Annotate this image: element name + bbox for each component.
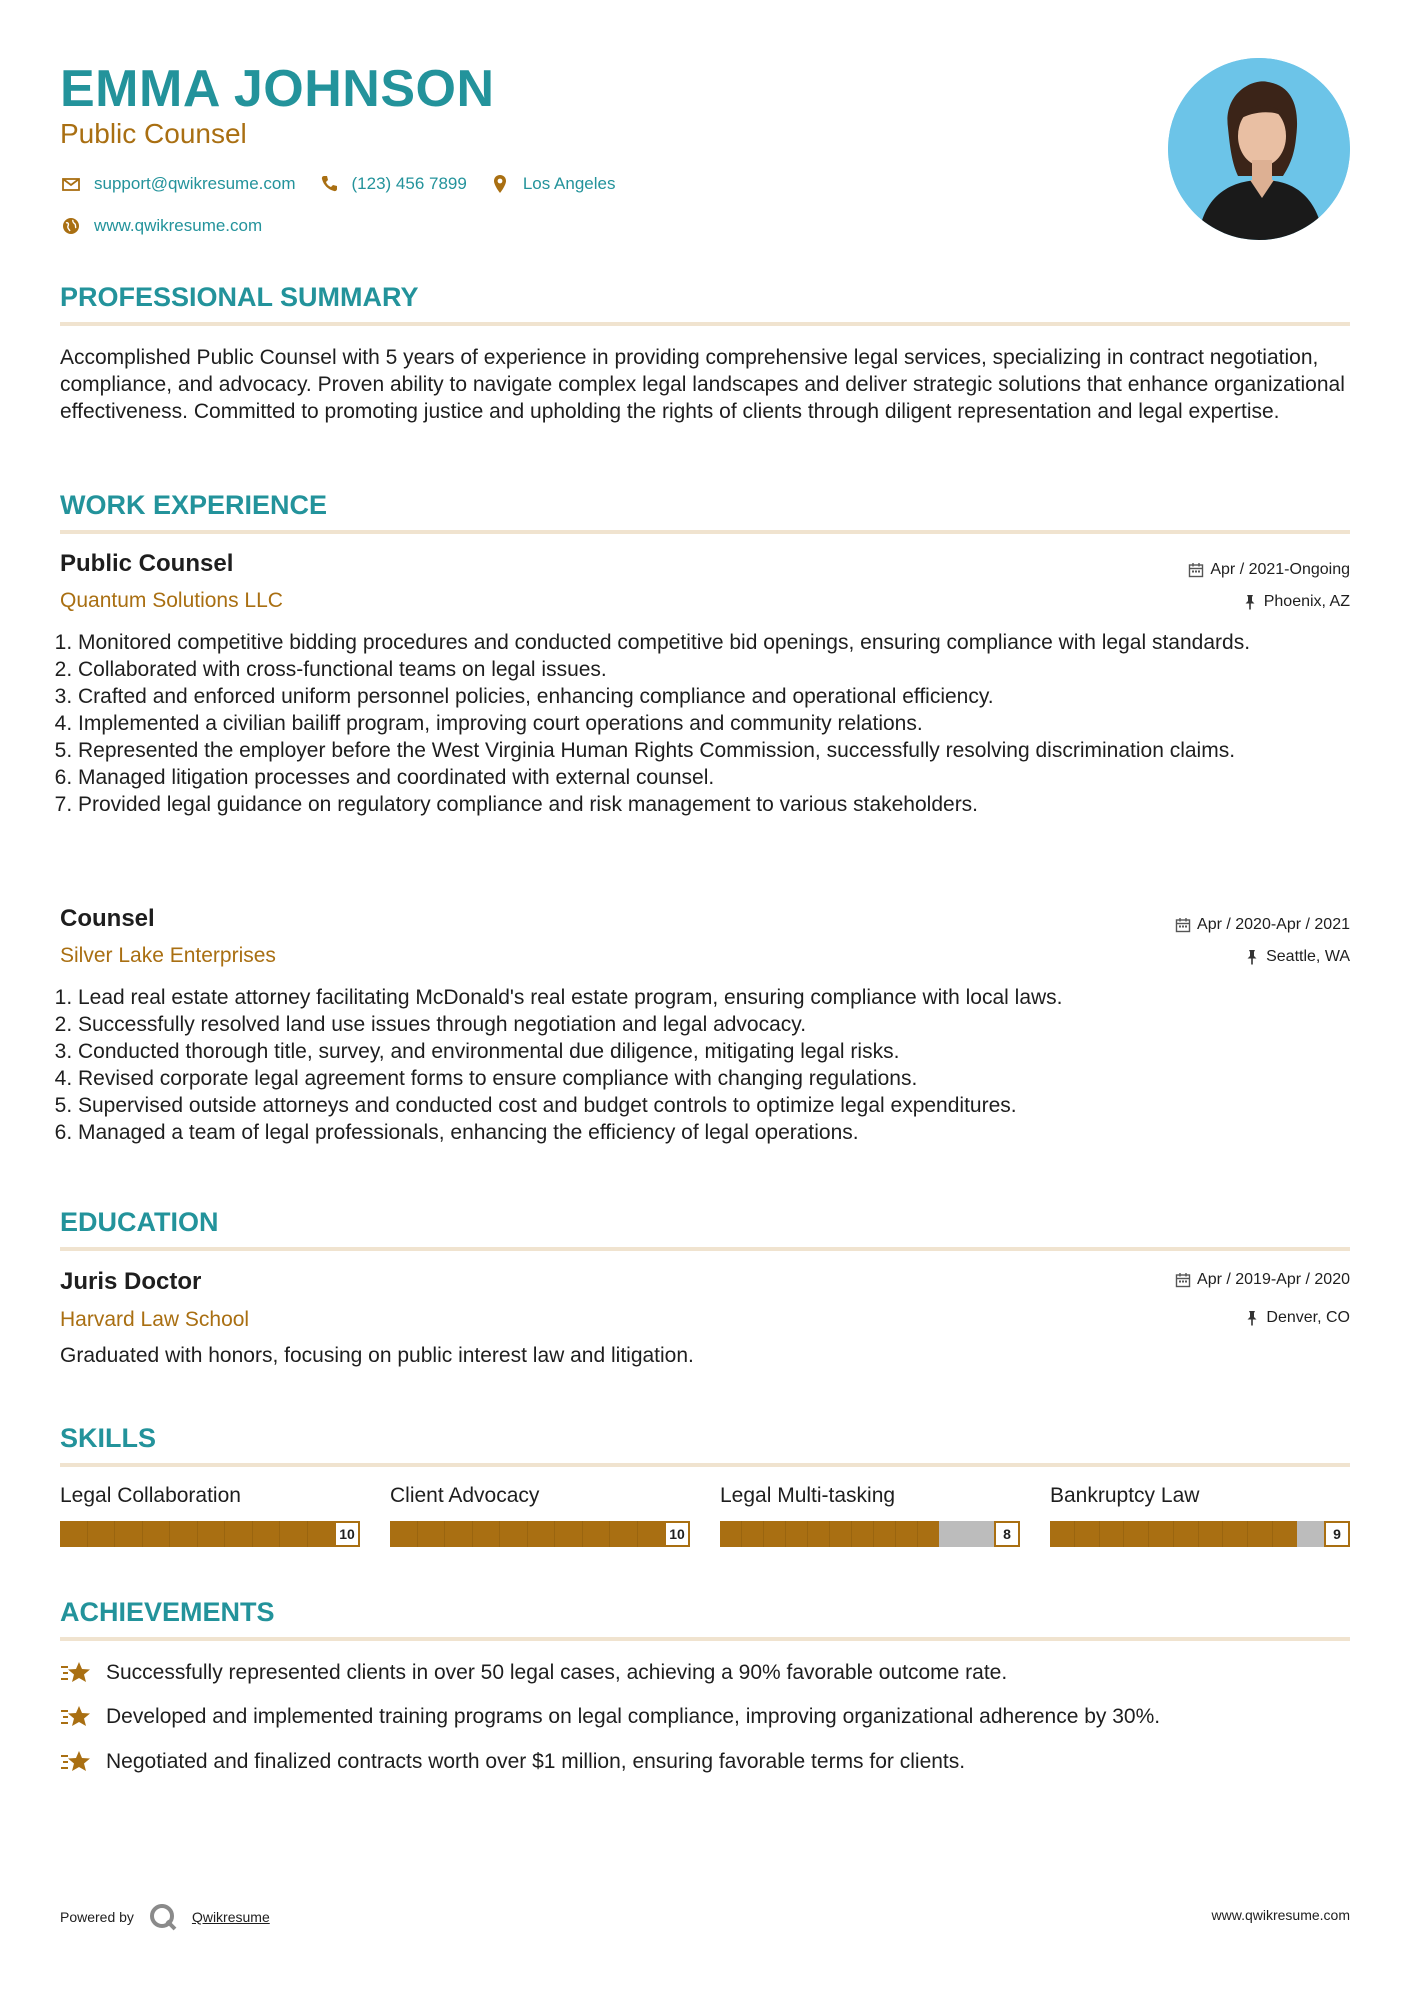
pushpin-icon <box>1244 1310 1260 1326</box>
candidate-name: EMMA JOHNSON <box>60 60 495 118</box>
pushpin-icon <box>1244 949 1260 965</box>
job-location-text: Phoenix, AZ <box>1263 593 1350 610</box>
profile-photo <box>1168 58 1350 240</box>
achievements-heading: ACHIEVEMENTS <box>60 1597 275 1627</box>
education-heading: EDUCATION <box>60 1207 219 1237</box>
job-dates-text: Apr / 2020-Apr / 2021 <box>1197 916 1350 933</box>
contact-row <box>60 173 615 195</box>
portrait-illustration <box>1168 58 1350 240</box>
star-icon <box>60 1659 92 1687</box>
company-name: Quantum Solutions LLC <box>60 589 283 612</box>
job-responsibilities <box>60 984 1348 1146</box>
calendar-icon <box>1188 562 1204 578</box>
job-location <box>1244 947 1350 967</box>
skills-grid <box>60 1482 1350 1552</box>
job-responsibilities <box>60 629 1348 818</box>
education-location-text: Denver, CO <box>1266 1309 1350 1326</box>
list-item: 3. Conducted thorough title, survey, and environmental due diligence, mitigating legal risks. <box>78 1038 1348 1065</box>
skills-divider <box>60 1463 1350 1467</box>
skill-item <box>390 1482 690 1547</box>
job-dates <box>1175 915 1350 935</box>
education-dates-text: Apr / 2019-Apr / 2020 <box>1197 1271 1350 1288</box>
location-text: Los Angeles <box>522 174 616 193</box>
summary-text: Accomplished Public Counsel with 5 years of experience in providing comprehensive legal services, specializing in contract negotiation, compliance, and advocacy. Proven ability to navigate complex legal landscapes and deliver strategic solutions that enhance organizational effectiveness. Committed to promoting justice and upholding the rights of clients through diligent representation and legal expertise. <box>60 346 1345 423</box>
skill-level-badge: 9 <box>1324 1521 1350 1547</box>
list-item: 1. Monitored competitive bidding procedures and conducted competitive bid openings, ensuring compliance with legal standards. <box>78 629 1348 656</box>
summary-divider <box>60 322 1350 326</box>
job-dates-text: Apr / 2021-Ongoing <box>1210 561 1350 578</box>
candidate-title: Public Counsel <box>60 118 247 149</box>
skill-item <box>1050 1482 1350 1547</box>
job-dates <box>1188 560 1350 580</box>
skills-heading: SKILLS <box>60 1423 157 1453</box>
phone-icon <box>318 173 340 195</box>
achievements-divider <box>60 1637 1350 1641</box>
list-item: 5. Represented the employer before the West Virginia Human Rights Commission, successfully resolving discrimination claims. <box>78 737 1348 764</box>
school-name: Harvard Law School <box>60 1308 250 1331</box>
envelope-icon <box>60 173 82 195</box>
job-title: Public Counsel <box>60 550 234 577</box>
skill-bar-fill <box>390 1521 664 1547</box>
skill-label: Legal Collaboration <box>60 1484 241 1507</box>
experience-divider <box>60 530 1350 534</box>
skill-level-badge: 10 <box>664 1521 690 1547</box>
skill-meter <box>390 1521 690 1547</box>
list-item: 7. Provided legal guidance on regulatory compliance and risk management to various stakeholders. <box>78 791 1348 818</box>
list-item: 6. Managed a team of legal professionals, enhancing the efficiency of legal operations. <box>78 1119 1348 1146</box>
experience-heading: WORK EXPERIENCE <box>60 490 328 520</box>
skill-item <box>720 1482 1020 1547</box>
skill-bar-fill <box>60 1521 334 1547</box>
skill-level-badge: 10 <box>334 1521 360 1547</box>
achievement-item <box>60 1748 965 1776</box>
summary-heading: PROFESSIONAL SUMMARY <box>60 282 419 312</box>
skill-label: Legal Multi-tasking <box>720 1484 896 1507</box>
degree-title: Juris Doctor <box>60 1268 202 1295</box>
achievement-item <box>60 1659 1007 1687</box>
list-item: 4. Revised corporate legal agreement forms to ensure compliance with changing regulations. <box>78 1065 1348 1092</box>
list-item: 1. Lead real estate attorney facilitating McDonald's real estate program, ensuring compliance with local laws. <box>78 984 1348 1011</box>
list-item: 3. Crafted and enforced uniform personnel policies, enhancing compliance and operational efficiency. <box>78 683 1348 710</box>
skill-bar <box>390 1521 664 1547</box>
list-item: 5. Supervised outside attorneys and conducted cost and budget controls to optimize legal expenditures. <box>78 1092 1348 1119</box>
star-icon <box>60 1703 92 1731</box>
list-item: 2. Collaborated with cross-functional teams on legal issues. <box>78 656 1348 683</box>
skill-bar-fill <box>1050 1521 1297 1547</box>
email-link[interactable]: support@qwikresume.com <box>94 174 296 193</box>
globe-icon <box>60 215 82 237</box>
skill-bar <box>1050 1521 1324 1547</box>
map-pin-icon <box>489 173 511 195</box>
skill-item <box>60 1482 360 1547</box>
list-item: 2. Successfully resolved land use issues through negotiation and legal advocacy. <box>78 1011 1348 1038</box>
list-item: 4. Implemented a civilian bailiff program, improving court operations and community relations. <box>78 710 1348 737</box>
achievement-text: Negotiated and finalized contracts worth over $1 million, ensuring favorable terms for clients. <box>106 1750 966 1773</box>
calendar-icon <box>1175 1272 1191 1288</box>
skill-bar <box>720 1521 994 1547</box>
education-divider <box>60 1247 1350 1251</box>
company-name: Silver Lake Enterprises <box>60 944 276 967</box>
skill-label: Client Advocacy <box>390 1484 540 1507</box>
achievement-item <box>60 1703 1160 1731</box>
job-location-text: Seattle, WA <box>1266 948 1350 965</box>
website-link[interactable]: www.qwikresume.com <box>94 216 263 235</box>
skill-meter <box>60 1521 360 1547</box>
skill-level-badge: 8 <box>994 1521 1020 1547</box>
education-dates <box>1175 1270 1350 1290</box>
brand-link[interactable]: Qwikresume <box>191 1909 270 1925</box>
skill-meter <box>720 1521 1020 1547</box>
list-item: 6. Managed litigation processes and coordinated with external counsel. <box>78 764 1348 791</box>
skill-bar <box>60 1521 334 1547</box>
powered-by-label: Powered by <box>60 1909 134 1925</box>
achievement-text: Successfully represented clients in over 50 legal cases, achieving a 90% favorable outcome rate. <box>106 1661 1008 1684</box>
phone-number[interactable]: (123) 456 7899 <box>351 174 467 193</box>
education-location <box>1244 1308 1350 1328</box>
star-icon <box>60 1748 92 1776</box>
achievement-text: Developed and implemented training programs on legal compliance, improving organizational adherence by 30%. <box>106 1705 1161 1728</box>
skill-label: Bankruptcy Law <box>1050 1484 1200 1507</box>
website-row <box>60 215 262 237</box>
job-title: Counsel <box>60 905 155 932</box>
skill-bar-fill <box>720 1521 939 1547</box>
footer-url[interactable]: www.qwikresume.com <box>1211 1907 1350 1923</box>
pushpin-icon <box>1242 594 1258 610</box>
skill-meter <box>1050 1521 1350 1547</box>
education-description: Graduated with honors, focusing on public interest law and litigation. <box>60 1344 694 1367</box>
calendar-icon <box>1175 917 1191 933</box>
footer-powered <box>60 1902 270 1932</box>
job-location <box>1242 592 1350 612</box>
qwikresume-logo-icon <box>148 1902 178 1932</box>
